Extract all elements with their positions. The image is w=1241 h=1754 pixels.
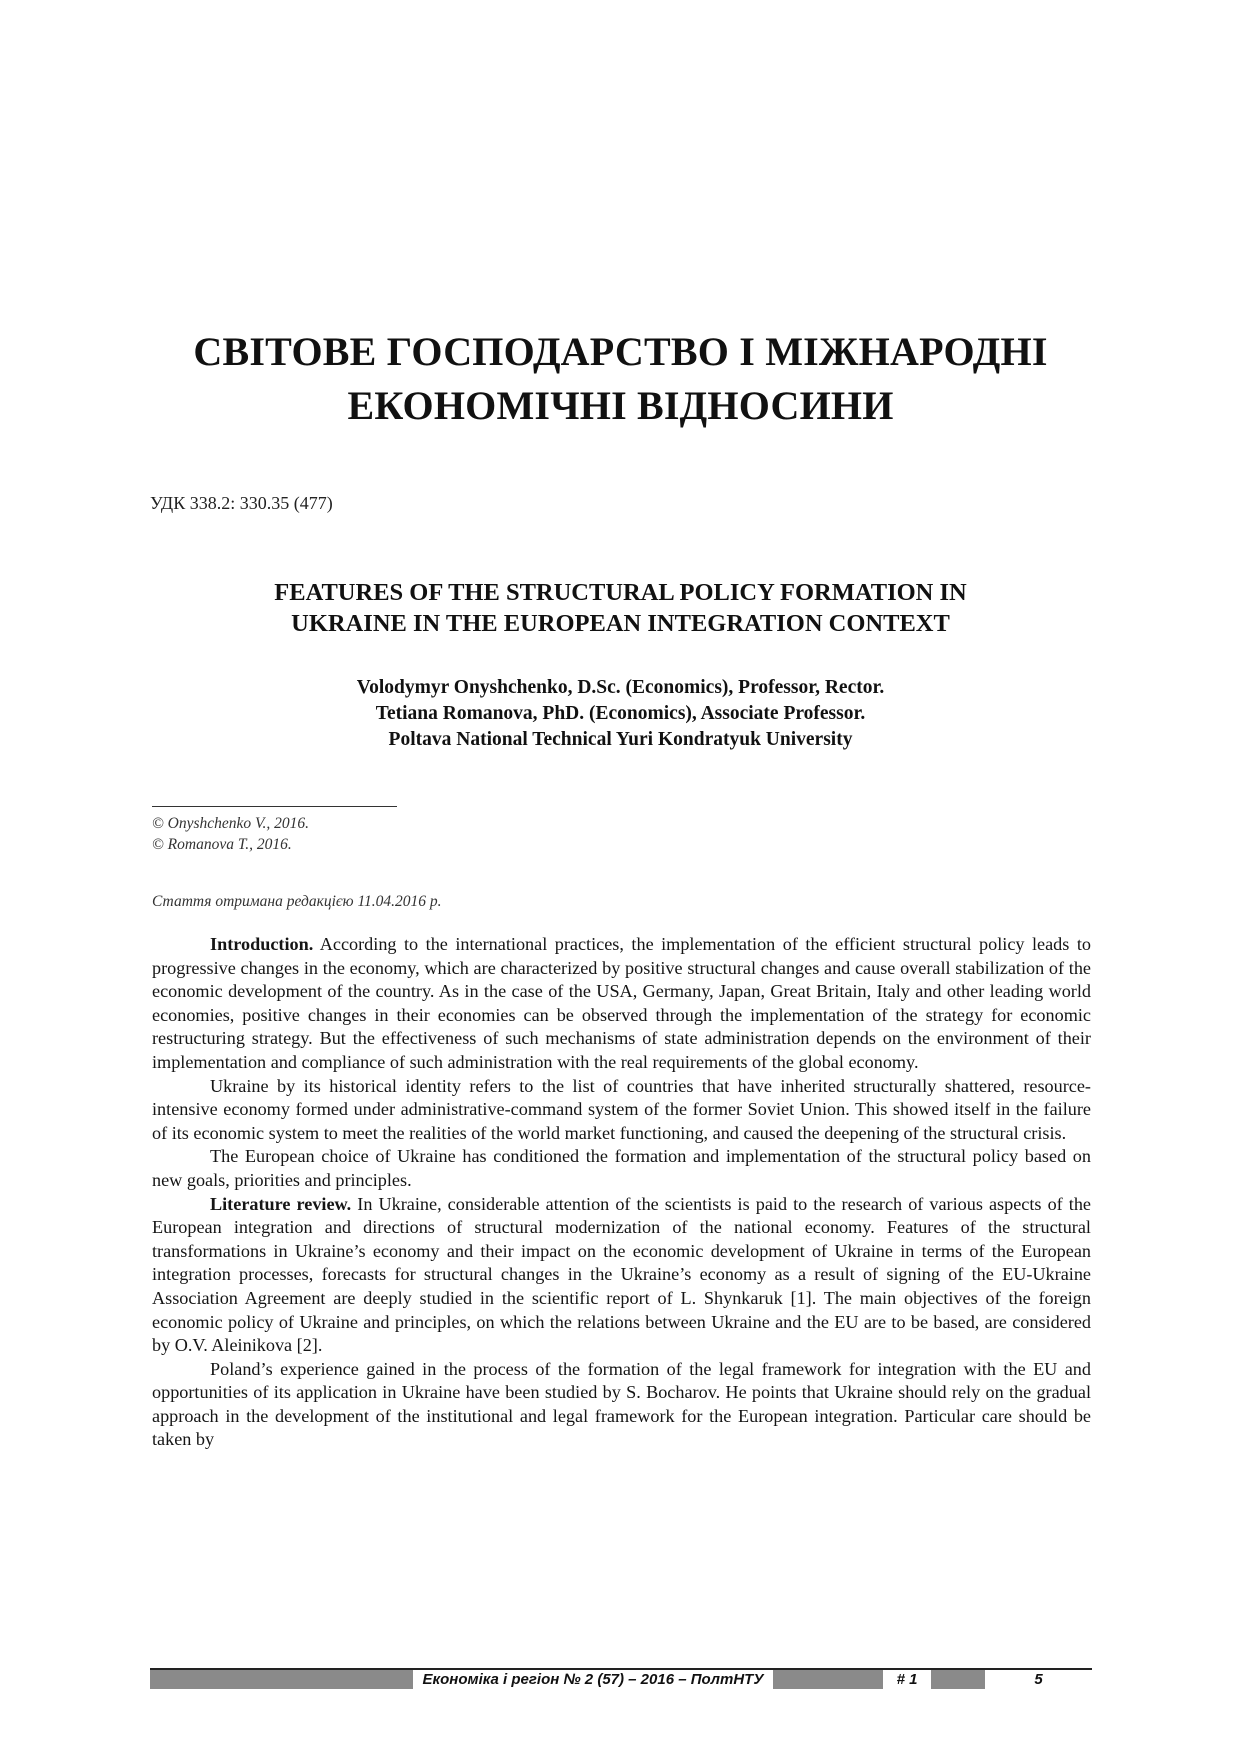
article-title-line-2: UKRAINE IN THE EUROPEAN INTEGRATION CONTEXT xyxy=(291,610,950,637)
page-footer xyxy=(150,1668,1092,1689)
article-body xyxy=(152,933,1091,1452)
authors-block xyxy=(0,675,1241,753)
paragraph-literature-review xyxy=(152,1193,1091,1358)
footer-shade xyxy=(773,1670,883,1689)
article-title xyxy=(0,577,1241,639)
paragraph: Poland’s experience gained in the process of the formation of the legal framework for integration with the EU and opportunities of its application in Ukraine have been studied by S. Bocharov. He points that Ukraine should rely on the gradual approach in the development of the institutional and legal framework for the European integration. Particular care should be taken by xyxy=(152,1358,1091,1450)
section-title-line-2: ЕКОНОМІЧНІ ВІДНОСИНИ xyxy=(347,383,894,428)
footer-issue: # 1 xyxy=(883,1670,931,1689)
footer-shade xyxy=(150,1670,413,1689)
footer-journal-title: Економіка і регіон № 2 (57) – 2016 – ПолтНТУ xyxy=(413,1670,773,1689)
section-title-line-1: СВІТОВЕ ГОСПОДАРСТВО І МІЖНАРОДНІ xyxy=(193,329,1048,374)
received-date: Стаття отримана редакцією 11.04.2016 р. xyxy=(152,893,442,910)
paragraph-lead: Introduction. xyxy=(210,934,314,954)
paragraph-text: According to the international practices, the implementation of the efficient structural policy leads to progressive changes in the economy, which are characterized by positive structural changes and cause overall stabilization of the economic development of the country. As in the case of the USA, Germany, Japan, Great Britain, Italy and other leading world economies, positive changes in their economies can be observed through the implementation of the strategy for economic restructuring strategy. But the effectiveness of such mechanisms of state administration depends on the environment of their implementation and compliance of such administration with the real requirements of the global economy. xyxy=(152,934,1091,1072)
page-number: 5 xyxy=(985,1670,1092,1689)
paragraph: Ukraine by its historical identity refers to the list of countries that have inherited structurally shattered, resource-intensive economy formed under administrative-command system of the former Soviet Union. This showed itself in the failure of its economic system to meet the realities of the world market functioning, and caused the deepening of the structural crisis. xyxy=(152,1075,1091,1143)
article-title-line-1: FEATURES OF THE STRUCTURAL POLICY FORMATION IN xyxy=(274,579,967,606)
affiliation: Poltava National Technical Yuri Kondratyuk University xyxy=(388,729,853,750)
author-2: Tetiana Romanova, PhD. (Economics), Associate Professor. xyxy=(375,703,866,724)
copyright-line-2: © Romanova T., 2016. xyxy=(152,836,292,853)
udk-code: УДК 338.2: 330.35 (477) xyxy=(150,493,333,513)
copyright-line-1: © Onyshchenko V., 2016. xyxy=(152,815,309,832)
section-title xyxy=(0,325,1241,433)
paragraph: The European choice of Ukraine has conditioned the formation and implementation of the structural policy based on new goals, priorities and principles. xyxy=(152,1146,1091,1190)
copyright-notes xyxy=(152,813,309,855)
paragraph-text: In Ukraine, considerable attention of the scientists is paid to the research of various aspects of the European integration and directions of structural modernization of the national economy. Features of the structural transformations in Ukraine’s economy and their impact on the economic development of Ukraine in terms of the European integration processes, forecasts for structural changes in the Ukraine’s economy as a result of signing of the EU-Ukraine Association Agreement are deeply studied in the scientific report of L. Shynkaruk [1]. The main objectives of the foreign economic policy of Ukraine and principles, on which the relations between Ukraine and the EU are to be based, are considered by O.V. Aleinikova [2]. xyxy=(152,1193,1091,1356)
author-1: Volodymyr Onyshchenko, D.Sc. (Economics), Professor, Rector. xyxy=(356,677,885,698)
paragraph-introduction xyxy=(152,933,1091,1075)
footer-shade xyxy=(931,1670,985,1689)
paragraph-lead: Literature review. xyxy=(210,1193,352,1214)
footnote-divider xyxy=(152,806,397,807)
